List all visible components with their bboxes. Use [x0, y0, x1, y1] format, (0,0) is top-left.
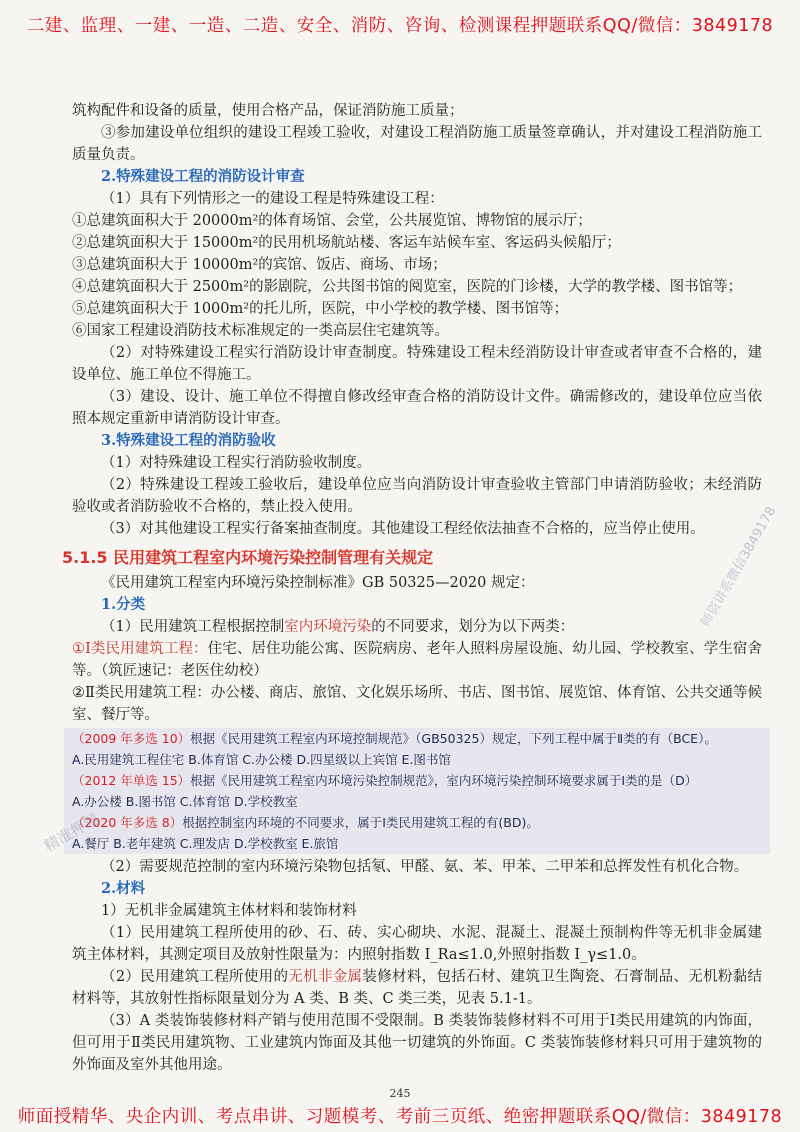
exam-tag: （2020 年多选 8）: [72, 815, 183, 830]
subheading: 2.特殊建设工程的消防设计审查: [101, 168, 305, 185]
section-heading: [62, 546, 762, 570]
subheading: 3.特殊建设工程的消防验收: [101, 432, 276, 449]
text-run: 住宅、居住功能公寓、医院病房、老年人照料房屋设施、幼儿园、学校教室、学生宿舍等。（筑匠速记：老医住幼校）: [72, 641, 762, 679]
text-run: 的不同要求，划分为以下两类：: [371, 619, 575, 635]
exam-options: A.民用建筑工程住宅 B.体育馆 C.办公楼 D.四星级以上宾馆 E.图书馆: [72, 752, 451, 767]
paragraph: （1）民用建筑工程所使用的砂、石、砖、实心砌块、水泥、混凝土、混凝土预制构件等无机非金属建筑主体材料，其测定项目及放射性限量为：内照射指数 I_Ra≤1.0,外照射指数 I_γ≤1.0。: [72, 925, 762, 963]
footer-banner: 师面授精华、央企内训、考点串讲、习题模考、考前三页纸、绝密押题联系QQ/微信：3849178: [17, 1107, 783, 1127]
exam-question: [72, 770, 762, 791]
subheading: 2.材料: [101, 880, 146, 897]
highlight-text: 无机非金属: [288, 969, 363, 985]
exam-options: A.餐厅 B.老年建筑 C.理发店 D.学校教室 E.旅馆: [72, 836, 339, 851]
list-item: ⑥国家工程建设消防技术标准规定的一类高层住宅建筑等。: [72, 323, 449, 339]
exam-tag: （2009 年多选 10）: [72, 731, 191, 746]
paragraph: [72, 616, 762, 638]
paragraph: （3）A 类装饰装修材料产销与使用范围不受限制。B 类装饰装修材料不可用于Ⅰ类民用建筑的内饰面，但可用于Ⅱ类民用建筑物、工业建筑内饰面及其他一切建筑的外饰面。C 类装饰装修材料只可用于建筑物的外饰面及室外其他用途。: [72, 1013, 762, 1073]
text-run: （1）民用建筑工程根据控制: [101, 619, 285, 635]
highlight-text: ①Ⅰ类民用建筑工程：: [72, 641, 208, 657]
paragraph: 筑构配件和设备的质量，使用合格产品，保证消防施工质量；: [72, 103, 464, 119]
list-item: [72, 638, 762, 682]
header-banner: 二建、监理、一建、一造、二造、安全、消防、咨询、检测课程押题联系QQ/微信：3849178: [26, 16, 774, 36]
text-run: （2）民用建筑工程所使用的: [101, 969, 289, 985]
list-item: ④总建筑面积大于 2500m²的影剧院，公共图书馆的阅览室，医院的门诊楼，大学的教学楼、图书馆等；: [72, 279, 743, 295]
list-item: ②Ⅱ类民用建筑工程：办公楼、商店、旅馆、文化娱乐场所、书店、图书馆、展览馆、体育馆、公共交通等候室、餐厅等。: [72, 685, 762, 723]
list-item: ⑤总建筑面积大于 1000m²的托儿所，医院，中小学校的教学楼、图书馆等；: [72, 301, 569, 317]
exam-question: [72, 812, 762, 833]
paragraph: 《民用建筑工程室内环境污染控制标准》GB 50325—2020 规定：: [101, 575, 535, 591]
paragraph: （3）对其他建设工程实行备案抽查制度。其他建设工程经依法抽查不合格的，应当停止使用。: [101, 521, 705, 537]
exam-text: 根据控制室内环境的不同要求，属于Ⅰ类民用建筑工程的有(BD)。: [182, 815, 539, 830]
text-run: 装修材料，包括石材、建筑卫生陶瓷、石膏制品、无机粉黏结材料等，其放射性指标限量划分为 A 类、B 类、C 类三类，见表 5.1-1。: [72, 969, 763, 1007]
section-title: 民用建筑工程室内环境污染控制管理有关规定: [113, 548, 434, 567]
paragraph: （1）对特殊建设工程实行消防验收制度。: [101, 455, 372, 471]
list-item: ②总建筑面积大于 15000m²的民用机场航站楼、客运车站候车室、客运码头候船厅；: [72, 235, 621, 251]
paragraph: （2）需要规范控制的室内环境污染物包括氡、甲醛、氨、苯、甲苯、二甲苯和总挥发性有机化合物。: [101, 859, 749, 875]
paragraph: （2）特殊建设工程竣工验收后，建设单位应当向消防设计审查验收主管部门申请消防验收；未经消防验收或者消防验收不合格的，禁止投入使用。: [72, 477, 762, 515]
paragraph: （1）具有下列情形之一的建设工程是特殊建设工程：: [101, 191, 444, 207]
subheading: 1.分类: [101, 596, 146, 613]
exam-options: A.办公楼 B.图书馆 C.体育馆 D.学校教室: [72, 794, 298, 809]
page-number: 245: [389, 1087, 411, 1100]
paragraph: 1）无机非金属建筑主体材料和装饰材料: [101, 903, 357, 919]
exam-tag: （2012 年单选 15）: [72, 773, 191, 788]
paragraph: ③参加建设单位组织的建设工程竣工验收，对建设工程消防施工质量签章确认，并对建设工程消防施工质量负责。: [72, 125, 762, 163]
exam-text: 根据《民用建筑工程室内环境污染控制规范》，室内环境污染控制环境要求属于Ⅰ类的是（D）: [190, 773, 698, 788]
paragraph: （3）建设、设计、施工单位不得擅自修改经审查合格的消防设计文件。确需修改的，建设单位应当依照本规定重新申请消防设计审查。: [72, 389, 762, 427]
exam-text: 根据《民用建筑工程室内环境控制规范》（GB50325）规定，下列工程中属于Ⅱ类的有（BCE）。: [190, 731, 717, 746]
paragraph: （2）对特殊建设工程实行消防设计审查制度。特殊建设工程未经消防设计审查或者审查不合格的，建设单位、施工单位不得施工。: [72, 345, 762, 383]
list-item: ①总建筑面积大于 20000m²的体育场馆、会堂，公共展览馆、博物馆的展示厅；: [72, 213, 592, 229]
watermark: 师资讲系微信3849178: [698, 504, 780, 630]
list-item: ③总建筑面积大于 10000m²的宾馆、饭店、商场、市场；: [72, 257, 447, 273]
watermark: 精准押题: [41, 809, 102, 856]
paragraph: [72, 966, 762, 1010]
exam-question: [72, 728, 762, 749]
exam-questions-box: [64, 728, 770, 854]
section-number: 5.1.5: [62, 548, 108, 567]
highlight-text: 室内环境污染: [284, 619, 372, 635]
